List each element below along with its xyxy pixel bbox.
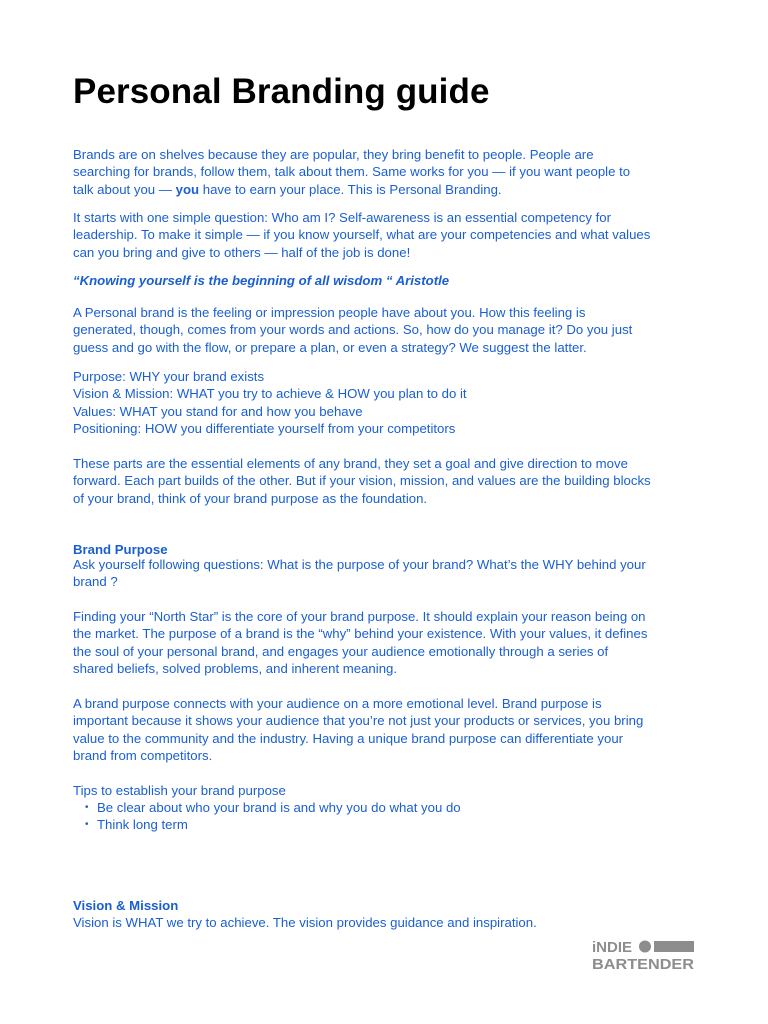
intro-line-1: Brands are on shelves because they are popular, they bring benefit to people. People are	[73, 147, 594, 162]
logo-word-bartender: BARTENDER	[592, 956, 695, 972]
element-purpose: Purpose: WHY your brand exists	[73, 369, 265, 384]
tip-text: Be clear about who your brand is and why you do what you do	[97, 800, 461, 815]
definition-line-3: guess and go with the flow, or prepare a plan, or even a strategy? We suggest the latter.	[73, 339, 587, 355]
questions-line-2: brand ?	[73, 574, 118, 590]
awareness-paragraph	[73, 209, 703, 261]
intro-line-3-start: talk about you —	[73, 181, 176, 197]
intro-line-3-end: have to earn your place. This is Personal Branding.	[199, 181, 502, 197]
bullet-icon: •	[85, 802, 89, 813]
element-values: Values: WHAT you stand for and how you behave	[73, 403, 363, 419]
north-star-line-4: shared beliefs, solved problems, and inherent meaning.	[73, 661, 398, 677]
essentials-line-3: of your brand, think of your brand purpose as the foundation.	[73, 490, 428, 506]
intro-paragraph	[73, 146, 703, 198]
bullet-icon: •	[85, 819, 89, 831]
intro-line-3	[73, 181, 703, 198]
north-star-paragraph	[73, 608, 703, 678]
tips-intro: Tips to establish your brand purpose	[73, 783, 286, 798]
brand-purpose-heading: Brand Purpose	[73, 542, 168, 557]
logo-dot-icon	[639, 941, 651, 953]
brand-elements-list	[73, 368, 703, 438]
north-star-line-1: Finding your “North Star” is the core of your brand purpose. It should explain your reason being on	[73, 609, 646, 624]
tips-list	[73, 799, 461, 834]
logo-bar-icon	[654, 941, 694, 952]
connect-line-2: important because it shows your audience that you’re not just your products or services, you bring	[73, 713, 644, 729]
tip-text: Think long term	[97, 817, 188, 833]
page-title: Personal Branding guide	[73, 72, 490, 111]
intro-line-2: searching for brands, follow them, talk about them. Same works for you — if you want people to	[73, 164, 631, 180]
awareness-line-2: leadership. To make it simple — if you know yourself, what are your competencies and what values	[73, 227, 651, 243]
questions-line-1: Ask yourself following questions: What is the purpose of your brand? What’s the WHY behind your	[73, 557, 646, 572]
logo-word-indie: iNDIE	[592, 939, 633, 956]
element-vision-mission: Vision & Mission: WHAT you try to achieve & HOW you plan to do it	[73, 386, 467, 402]
tip-item	[73, 799, 461, 816]
definition-line-1: A Personal brand is the feeling or impression people have about you. How this feeling is	[73, 305, 586, 320]
vision-mission-heading: Vision & Mission	[73, 898, 179, 913]
tip-item	[73, 816, 461, 833]
connect-line-4: brand from competitors.	[73, 748, 213, 764]
connect-line-1: A brand purpose connects with your audience on a more emotional level. Brand purpose is	[73, 696, 602, 711]
north-star-line-2: the market. The purpose of a brand is the “why” behind your existence. With your values, it defines	[73, 626, 648, 642]
north-star-line-3: the soul of your personal brand, and engages your audience emotionally through a series of	[73, 643, 609, 659]
awareness-line-3: can you bring and give to others — half of the job is done!	[73, 244, 411, 260]
element-positioning: Positioning: HOW you differentiate yourself from your competitors	[73, 421, 456, 437]
aristotle-quote: “Knowing yourself is the beginning of all wisdom “ Aristotle	[73, 273, 450, 288]
brand-purpose-questions	[73, 556, 703, 591]
indie-bartender-logo	[592, 938, 696, 972]
definition-line-2: generated, though, comes from your words and actions. So, how do you manage it? Do you just	[73, 322, 633, 338]
awareness-line-1: It starts with one simple question: Who am I? Self-awareness is an essential competency for	[73, 210, 612, 225]
intro-bold-you: you	[175, 181, 200, 197]
connect-paragraph	[73, 695, 703, 765]
connect-line-3: value to the community and the industry. Having a unique brand purpose can differentiate your	[73, 730, 624, 746]
definition-paragraph	[73, 304, 703, 356]
vision-mission-line: Vision is WHAT we try to achieve. The vision provides guidance and inspiration.	[73, 915, 537, 930]
essentials-paragraph	[73, 455, 703, 507]
essentials-line-1: These parts are the essential elements of any brand, they set a goal and give direction to move	[73, 456, 628, 471]
essentials-line-2: forward. Each part builds of the other. But if your vision, mission, and values are the building blocks	[73, 473, 651, 489]
